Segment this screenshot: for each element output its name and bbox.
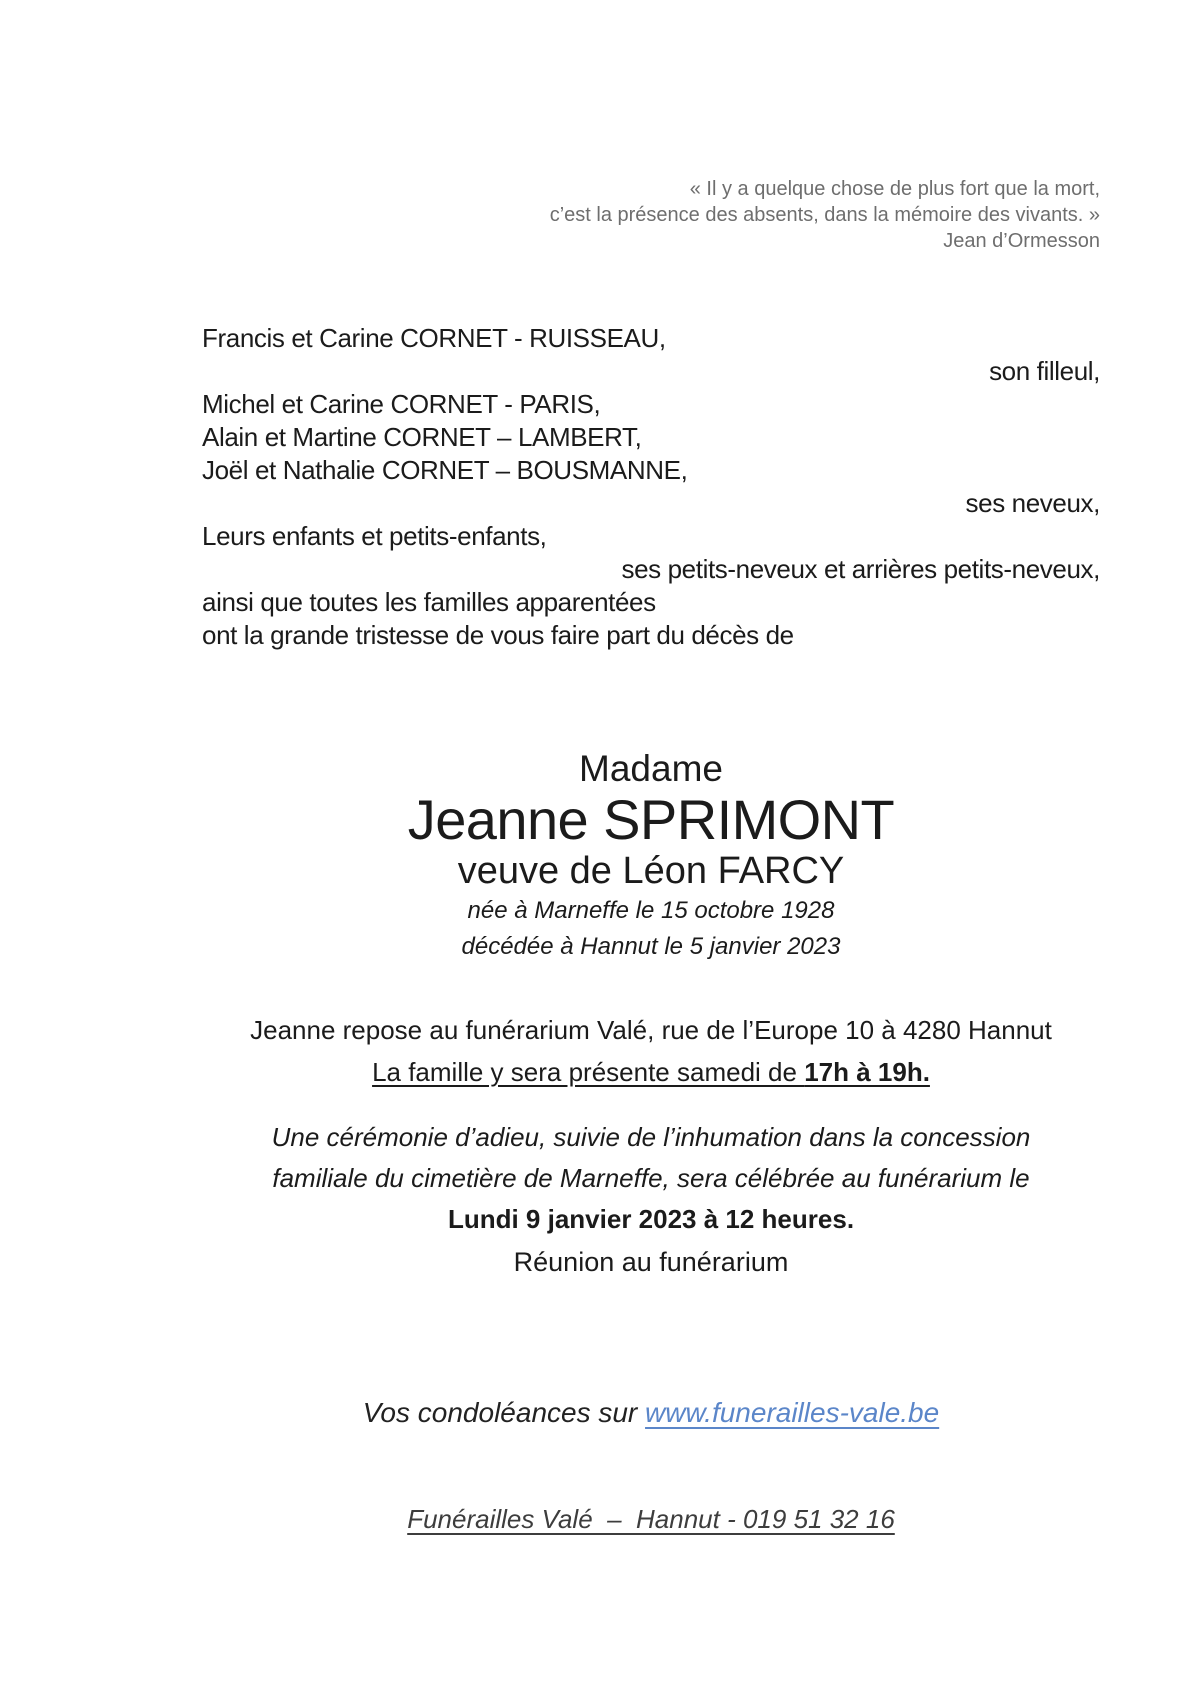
visitation-hours-time: 17h à 19h.: [804, 1057, 930, 1087]
quote-block: [202, 176, 1100, 254]
condolences-prefix: Vos condoléances sur: [362, 1397, 646, 1428]
reunion-line: Réunion au funérarium: [513, 1247, 789, 1277]
condolences-line: [202, 1394, 1100, 1432]
family-relation-grand-nephews: ses petits-neveux et arrières petits-neveux,: [621, 554, 1100, 584]
family-relation-godson: son filleul,: [989, 356, 1100, 386]
quote-author: Jean d’Ormesson: [943, 230, 1100, 252]
family-line-godson-couple: Francis et Carine CORNET - RUISSEAU,: [202, 323, 666, 353]
funeral-home-footer: Funérailles Valé – Hannut - 019 51 32 16: [407, 1504, 895, 1534]
deceased-birth: née à Marneffe le 15 octobre 1928: [467, 897, 835, 924]
deceased-name: Jeanne SPRIMONT: [407, 788, 895, 851]
family-line-nephew-1: Michel et Carine CORNET - PARIS,: [202, 389, 601, 419]
deceased-title: Madame: [579, 748, 723, 789]
quote-line-2: c’est la présence des absents, dans la mémoire des vivants. »: [549, 204, 1100, 226]
announcement-line: ont la grande tristesse de vous faire part du décès de: [202, 620, 794, 650]
visitation-location: Jeanne repose au funérarium Valé, rue de l’Europe 10 à 4280 Hannut: [250, 1015, 1052, 1045]
visitation-block: [202, 1013, 1100, 1089]
visitation-hours: [202, 1055, 1100, 1089]
deceased-block: [202, 747, 1100, 965]
family-line-children: Leurs enfants et petits-enfants,: [202, 521, 547, 551]
condolences-link[interactable]: www.funerailles-vale.be: [645, 1397, 940, 1428]
family-list: [202, 322, 1100, 652]
family-line-related-families: ainsi que toutes les familles apparentées: [202, 587, 656, 617]
visitation-hours-text: La famille y sera présente samedi de: [372, 1057, 805, 1087]
family-line-nephew-3: Joël et Nathalie CORNET – BOUSMANNE,: [202, 455, 688, 485]
family-line-nephew-2: Alain et Martine CORNET – LAMBERT,: [202, 422, 642, 452]
ceremony-line-2: familiale du cimetière de Marneffe, sera célébrée au funérarium le: [272, 1163, 1030, 1193]
deceased-relation: veuve de Léon FARCY: [457, 850, 845, 892]
deceased-death: décédée à Hannut le 5 janvier 2023: [461, 933, 841, 960]
family-relation-nephews: ses neveux,: [965, 488, 1100, 518]
quote-line-1: « Il y a quelque chose de plus fort que la mort,: [689, 178, 1100, 200]
ceremony-block: [202, 1117, 1100, 1240]
ceremony-datetime: Lundi 9 janvier 2023 à 12 heures.: [447, 1204, 855, 1234]
ceremony-line-1: Une cérémonie d’adieu, suivie de l’inhumation dans la concession: [271, 1122, 1031, 1152]
